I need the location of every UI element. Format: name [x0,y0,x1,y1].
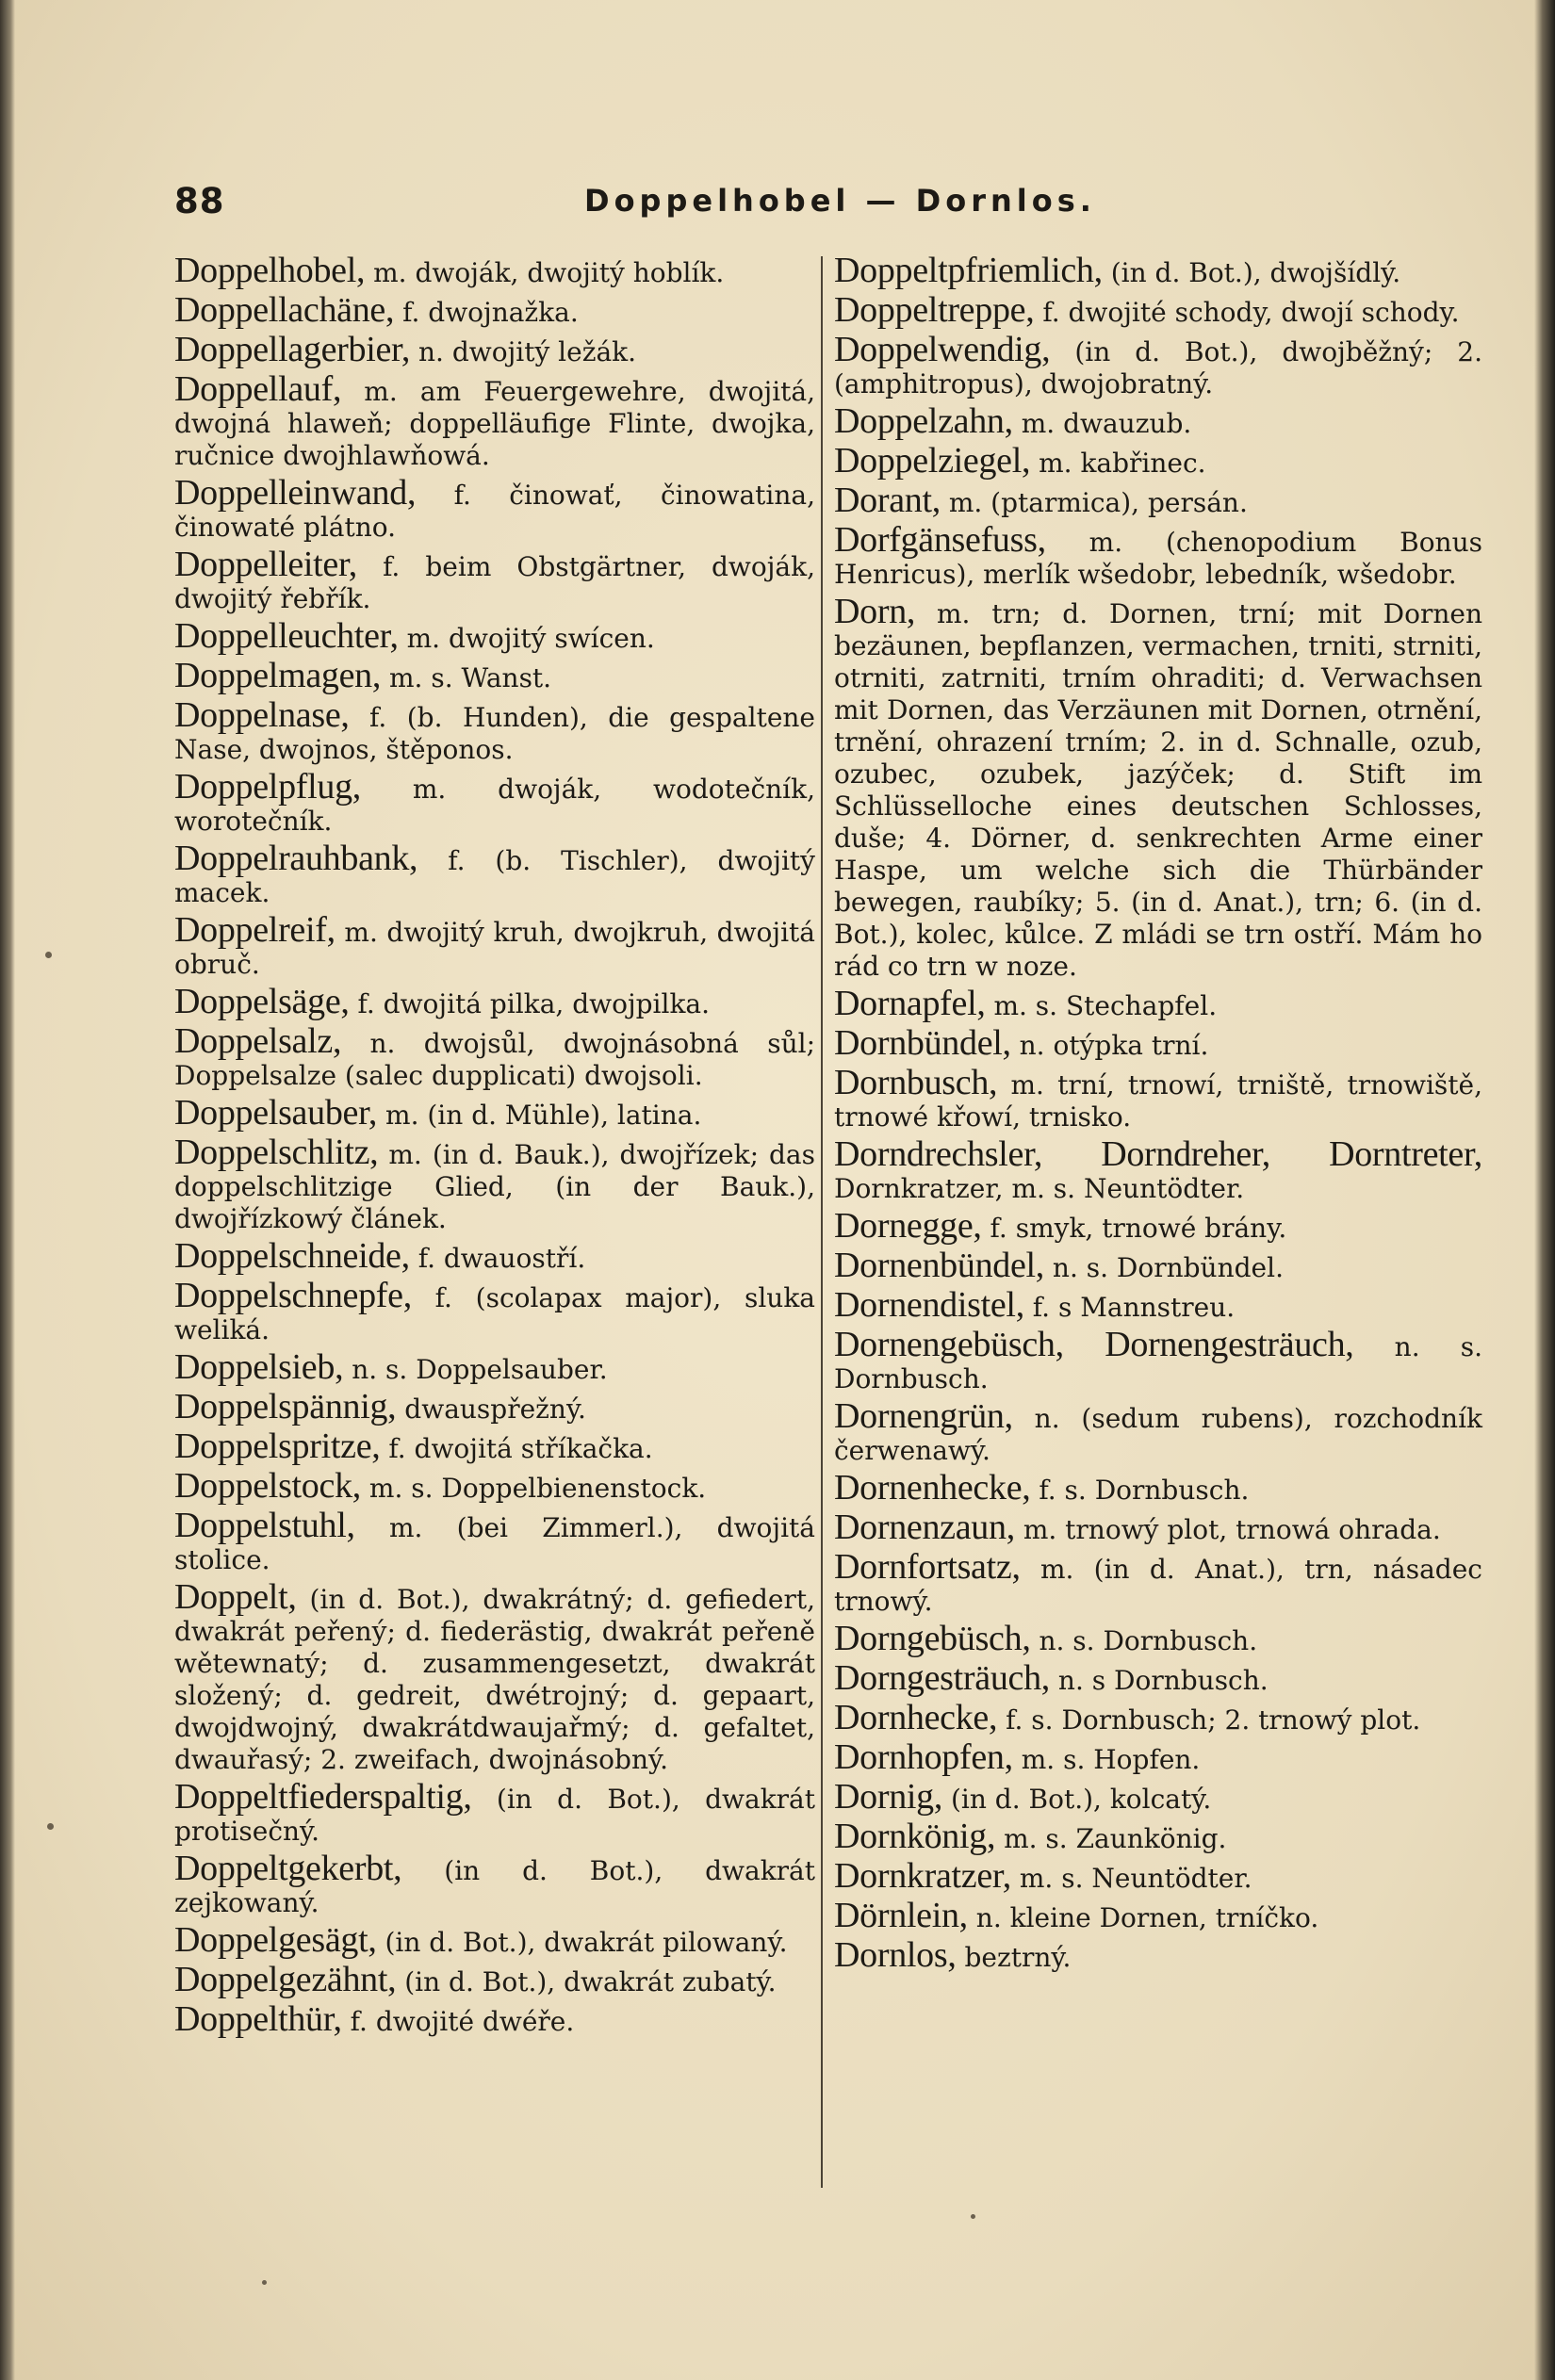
dictionary-entry [834,401,1482,441]
entry-headword: Doppelleuchter, [174,616,399,656]
entry-definition: n. otýpka trní. [1019,1030,1209,1061]
entry-definition: m. (in d. Bauk.), dwojřízek; das doppelschlitzige Glied, (in der Bauk.), dwojřízkowý článek. [174,1139,815,1234]
entry-definition: n. s. Dornbusch. [1039,1625,1258,1656]
entry-definition: m. s. Hopfen. [1021,1744,1201,1775]
entry-headword: Doppelreif, [174,910,336,950]
entry-definition: f. dwojitá pilka, dwojpilka. [357,988,711,1019]
entry-headword: Doppelzahn, [834,401,1013,441]
entry-definition: f. s Mannstreu. [1032,1292,1236,1323]
dictionary-entry [174,251,815,290]
ink-spot [971,2214,975,2219]
dictionary-entry [174,1093,815,1133]
dictionary-entry [174,330,815,369]
entry-headword: Dornhopfen, [834,1737,1013,1777]
entry-headword: Dorngebüsch, [834,1619,1031,1658]
entry-headword: Doppelsauber, [174,1093,378,1133]
entry-definition: beztrný. [964,1942,1072,1973]
entry-definition: f. s. Dornbusch. [1039,1475,1250,1506]
entry-headword: Doppelhobel, [174,251,366,290]
entry-definition: n. kleine Dornen, trníčko. [975,1902,1319,1933]
dictionary-entry [174,656,815,695]
dictionary-entry [834,1206,1482,1246]
left-column [174,251,815,2043]
dictionary-entry [834,441,1482,481]
entry-headword: Doppelsieb, [174,1347,344,1387]
entry-definition: m. dwauzub. [1021,408,1192,439]
entry-definition: f. dwauostří. [417,1243,586,1274]
entry-definition: n. s. Dornbündel. [1052,1252,1284,1283]
entry-headword: Dorndrechsler, Dorndreher, Dorntreter, [834,1134,1482,1174]
entry-headword: Dornig, [834,1777,943,1817]
dictionary-entry [174,1021,815,1092]
dictionary-entry [174,473,815,544]
entry-headword: Doppelschnepfe, [174,1276,412,1315]
entry-definition: n. (sedum rubens), rozchodník čerwenawý. [834,1403,1482,1466]
entry-headword: Dornenbündel, [834,1246,1044,1285]
entry-definition: m. (in d. Mühle), latina. [385,1100,702,1131]
entry-definition: m. am Feuergewehre, dwojitá, dwojná hlaweň; doppelläufige Flinte, dwojka, ručnice dwojhlawňowá. [174,376,815,471]
entry-headword: Dörnlein, [834,1896,968,1935]
entry-headword: Dornbündel, [834,1023,1011,1063]
entry-headword: Doppelt, [174,1577,297,1617]
ink-spot [47,1823,54,1830]
entry-definition: f. dwojitá stříkačka. [388,1433,653,1464]
entry-definition: f. (b. Tischler), dwojitý macek. [174,845,815,908]
entry-headword: Dornfortsatz, [834,1547,1021,1587]
entry-headword: Doppelpflug, [174,767,361,807]
dictionary-entry [834,984,1482,1023]
dictionary-entry [174,1387,815,1426]
dictionary-entry [174,1236,815,1276]
entry-headword: Doppeltgekerbt, [174,1849,402,1888]
dictionary-entry [174,1777,815,1848]
entry-definition: dwauspřežný. [404,1394,586,1425]
entry-definition: m. s. Neuntödter. [1019,1863,1252,1894]
entry-definition: m. s. Wanst. [388,662,552,693]
scan-edge-right [1534,0,1555,2380]
entry-definition: (in d. Bot.), dwakrát protisečný. [174,1784,815,1847]
dictionary-entry [834,1777,1482,1817]
entry-headword: Dornenzaun, [834,1508,1015,1547]
entry-definition: f. (b. Hunden), die gespaltene Nase, dwojnos, štěponos. [174,702,815,765]
entry-definition: m. kabřinec. [1039,448,1206,479]
dictionary-entry [174,982,815,1021]
dictionary-entry [834,1063,1482,1133]
entry-definition: (in d. Bot.), kolcatý. [950,1784,1212,1815]
entry-headword: Doppelleinwand, [174,473,417,513]
entry-definition: n. s. Dornbusch. [834,1331,1483,1394]
scan-edge-left [0,0,15,2380]
dictionary-entry [174,1276,815,1346]
dictionary-entry [834,592,1483,983]
entry-headword: Doppelrauhbank, [174,839,418,878]
entry-definition: m. dwoják, wodotečník, worotečník. [174,774,815,837]
entry-definition: f. činowať, činowatina, činowaté plátno. [174,480,815,543]
ink-spot [45,952,52,958]
dictionary-entry [834,1468,1482,1508]
column-divider [821,256,823,2188]
dictionary-entry [174,1133,815,1235]
entry-definition: (in d. Bot.), dwojběžný; 2. (amphitropus), dwojobratný. [834,336,1482,399]
dictionary-entry [174,910,815,981]
entry-definition: (in d. Bot.), dwojšídlý. [1110,257,1401,288]
entry-headword: Doppelmagen, [174,656,382,695]
entry-definition: m. dwoják, dwojitý hoblík. [373,257,725,288]
dictionary-entry [834,1325,1483,1395]
dictionary-entry [834,1896,1482,1935]
entry-definition: m. trn; d. Dornen, trní; mit Dornen bezäunen, bepflanzen, vermachen, trniti, strniti, otrniti, zatrniti, trním ohraditi; d. Verwachsen mit Dornen, das Verzäunen mit Dornen, otrnění, trnění, ohrazení trním; 2. in d. Schnalle, ozub, ozubec, ozubek, jazýček; d. Stift im Schlüsselloche eines deutschen Schlosses, duše; 4. Dörner, d. senkrechten Arme einer Haspe, um welche sich die Thürbänder bewegen, raubíky; 5. (in d. Anat.), trn; 6. (in d. Bot.), kolec, kůlce. Z mládi se trn ostří. Mám ho rád co trn w noze. [834,598,1483,982]
entry-headword: Doppelstock, [174,1466,361,1506]
entry-headword: Doppelspritze, [174,1426,381,1466]
dictionary-entry [174,1506,815,1576]
entry-definition: m. s. Stechapfel. [993,990,1218,1021]
dictionary-entry [174,616,815,656]
dictionary-entry [834,1023,1482,1063]
entry-headword: Doppelgezähnt, [174,1960,397,1999]
page-number: 88 [174,181,225,221]
entry-definition: m. s. Doppelbienenstock. [368,1473,707,1504]
dictionary-entry [174,1466,815,1506]
entry-headword: Doppelschneide, [174,1236,410,1276]
dictionary-entry [174,545,815,615]
entry-headword: Doppeltreppe, [834,290,1035,330]
entry-headword: Dornenhecke, [834,1468,1031,1508]
entry-definition: m. (in d. Anat.), trn, násadec trnowý. [834,1554,1482,1617]
entry-headword: Dornengrün, [834,1396,1013,1436]
entry-definition: m. trnowý plot, trnowá ohrada. [1023,1514,1441,1545]
entry-definition: m. (bei Zimmerl.), dwojitá stolice. [174,1512,815,1575]
entry-headword: Dorfgänsefuss, [834,520,1046,560]
entry-headword: Doppellachäne, [174,290,395,330]
entry-definition: m. s. Zaunkönig. [1004,1823,1227,1854]
dictionary-entry [174,1347,815,1387]
dictionary-entry [174,1426,815,1466]
entry-headword: Doppelsalz, [174,1021,342,1061]
entry-definition: n. dwojsůl, dwojnásobná sůl; Doppelsalze (salec dupplicati) dwojsoli. [174,1028,815,1091]
entry-definition: (in d. Bot.), dwakrát pilowaný. [385,1927,788,1958]
entry-definition: n. s. Doppelsauber. [352,1354,608,1385]
entry-headword: Doppeltpfriemlich, [834,251,1103,290]
entry-headword: Doppelstuhl, [174,1506,355,1545]
entry-headword: Doppelsäge, [174,982,350,1021]
dictionary-entry [834,1508,1482,1547]
entry-definition: f. beim Obstgärtner, dwoják, dwojitý řebřík. [174,551,815,614]
entry-headword: Dornkönig, [834,1817,996,1856]
entry-headword: Dorant, [834,481,941,520]
entry-headword: Doppelleiter, [174,545,358,584]
dictionary-entry [834,1285,1482,1325]
dictionary-entry [834,1935,1482,1975]
dictionary-entry [834,1246,1482,1285]
entry-headword: Dornapfel, [834,984,986,1023]
entry-definition: m. dwojitý swícen. [406,623,655,654]
dictionary-entry [834,520,1482,591]
entry-definition: n. dwojitý ležák. [417,336,637,367]
dictionary-entry [834,1396,1482,1467]
entry-headword: Dornendistel, [834,1285,1024,1325]
entry-definition: (in d. Bot.), dwakrát zejkowaný. [174,1855,815,1918]
dictionary-entry [834,251,1482,290]
entry-headword: Doppelnase, [174,695,350,735]
entry-headword: Doppelschlitz, [174,1133,379,1172]
ink-spot [262,2280,267,2285]
dictionary-entry [834,1817,1482,1856]
entry-headword: Doppelgesägt, [174,1920,377,1960]
dictionary-entry [174,369,815,472]
entry-headword: Dornegge, [834,1206,982,1246]
entry-definition: f. dwojité schody, dwojí schody. [1042,297,1460,328]
dictionary-entry [174,1577,815,1776]
dictionary-entry [834,1737,1482,1777]
entry-definition: f. dwojnažka. [402,297,579,328]
dictionary-entry [174,290,815,330]
entry-definition: f. smyk, trnowé brány. [990,1213,1287,1244]
dictionary-entry [174,1849,815,1919]
entry-headword: Doppellagerbier, [174,330,411,369]
dictionary-entry [174,1960,815,1999]
dictionary-entry [834,1547,1482,1618]
dictionary-entry [174,1920,815,1960]
entry-headword: Doppellauf, [174,369,342,409]
entry-headword: Doppelspännig, [174,1387,397,1426]
entry-definition: f. (scolapax major), sluka weliká. [174,1282,815,1345]
entry-headword: Dornhecke, [834,1698,998,1737]
entry-headword: Doppeltfiederspaltig, [174,1777,472,1817]
entry-definition: m. dwojitý kruh, dwojkruh, dwojitá obruč. [174,917,815,980]
dictionary-entry [174,767,815,838]
entry-headword: Dornlos, [834,1935,957,1975]
entry-definition: m. trní, trnowí, trniště, trnowiště, trnowé křowí, trnisko. [834,1069,1482,1133]
entry-definition: n. s Dornbusch. [1057,1665,1269,1696]
dictionary-entry [834,1658,1482,1698]
dictionary-entry [834,290,1482,330]
entry-headword: Dornbusch, [834,1063,998,1102]
entry-headword: Doppelthür, [174,1999,342,2039]
dictionary-entry [174,695,815,766]
entry-headword: Dornengebüsch, Dornengesträuch, [834,1325,1354,1364]
entry-headword: Dorn, [834,592,916,631]
entry-headword: Doppelziegel, [834,441,1031,481]
right-column [834,251,1483,1979]
running-head: Doppelhobel — Dornlos. [584,183,1096,219]
dictionary-entry [174,1999,815,2039]
dictionary-entry [834,330,1482,400]
entry-definition: (in d. Bot.), dwakrát zubatý. [404,1966,777,1997]
dictionary-entry [834,1856,1482,1896]
entry-headword: Dornkratzer, [834,1856,1011,1896]
dictionary-entry [834,481,1482,520]
dictionary-entry [174,839,815,909]
entry-definition: m. (chenopodium Bonus Henricus), merlík wšedobr, lebedník, wšedobr. [834,527,1482,590]
entry-headword: Doppelwendig, [834,330,1051,369]
entry-definition: f. dwojité dwéře. [350,2006,575,2037]
dictionary-entry [834,1134,1482,1205]
entry-definition: Dornkratzer, m. s. Neuntödter. [834,1173,1245,1204]
entry-definition: (in d. Bot.), dwakrátný; d. gefiedert, dwakrát peřený; d. fiederästig, dwakrát peřeně wětewnatý; d. zusammengesetzt, dwakrát složený; d. gedreit, dwétrojný; d. gepaart, dwojdwojný, dwakrátdwaujařmý; d. gefaltet, dwauřasý; 2. zweifach, dwojnásobný. [174,1584,815,1775]
entry-definition: f. s. Dornbusch; 2. trnowý plot. [1006,1704,1421,1736]
entry-headword: Dorngesträuch, [834,1658,1050,1698]
dictionary-entry [834,1619,1482,1658]
entry-definition: m. (ptarmica), persán. [948,487,1248,518]
dictionary-entry [834,1698,1482,1737]
